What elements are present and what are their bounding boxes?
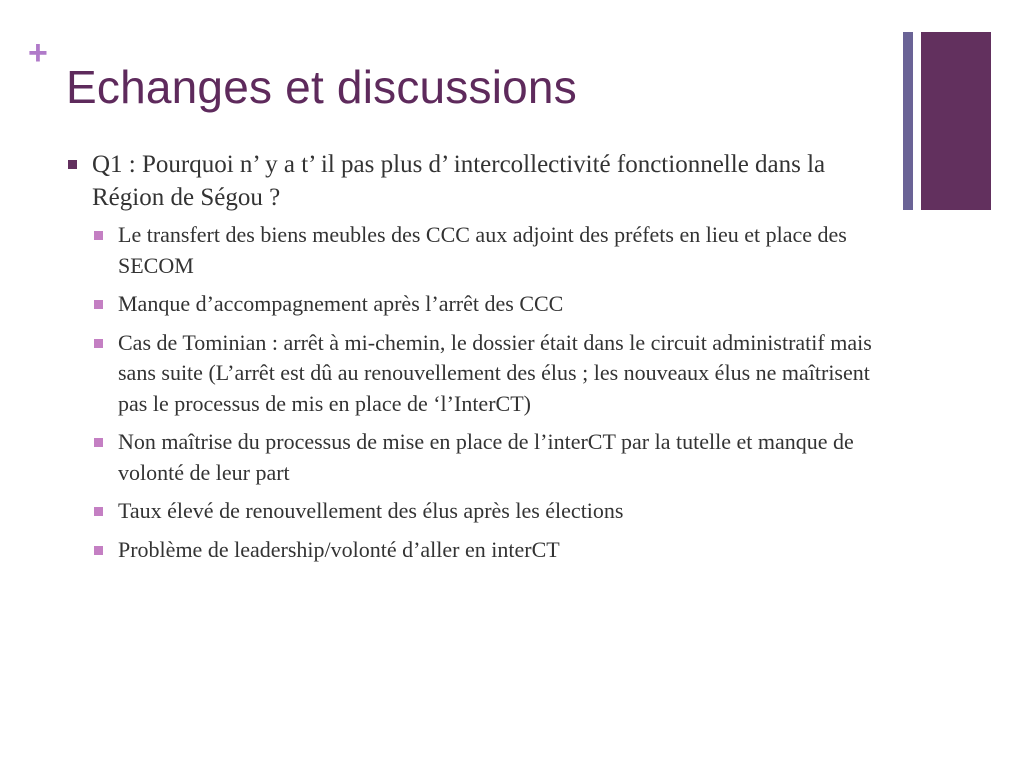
list-item-text: Taux élevé de renouvellement des élus après les élections (118, 498, 624, 523)
square-bullet-icon (94, 546, 103, 555)
list-item (92, 427, 886, 488)
list-item-text: Problème de leadership/volonté d’aller en interCT (118, 536, 560, 562)
square-bullet-icon (94, 507, 103, 516)
list-item-text: Manque d’accompagnement après l’arrêt des CCC (118, 291, 564, 316)
square-bullet-icon (94, 231, 103, 240)
list-item (92, 328, 886, 420)
question-text: Q1 : Pourquoi n’ y a t’ il pas plus d’ intercollectivité fonctionnelle dans la Région de Ségou ? (92, 151, 826, 211)
decorative-bar-thin (903, 32, 913, 210)
list-item-text: Non maîtrise du processus de mise en place de l’interCT par la tutelle et manque de volonté de leur part (118, 429, 854, 485)
list-item (92, 496, 886, 527)
decorative-bar-thick (921, 32, 991, 210)
square-bullet-icon (68, 160, 77, 169)
square-bullet-icon (94, 438, 103, 447)
square-bullet-icon (94, 300, 103, 309)
question-item (66, 148, 886, 214)
plus-icon: + (28, 34, 48, 72)
list-item (92, 289, 886, 320)
square-bullet-icon (94, 339, 103, 348)
list-item-text: Cas de Tominian : arrêt à mi-chemin, le dossier était dans le circuit administratif mais sans suite (L’arrêt est dû au renouvellement des élus ; les nouveaux élus ne maîtrisent pas le processus de mis en place de ‘l’InterCT) (118, 329, 872, 416)
slide-content (66, 148, 886, 573)
list-item-text: Le transfert des biens meubles des CCC aux adjoint des préfets en lieu et place des SECOM (118, 222, 847, 278)
list-item (92, 220, 886, 281)
answer-list (92, 220, 886, 565)
list-item (92, 535, 886, 566)
slide-title: Echanges et discussions (66, 61, 577, 113)
